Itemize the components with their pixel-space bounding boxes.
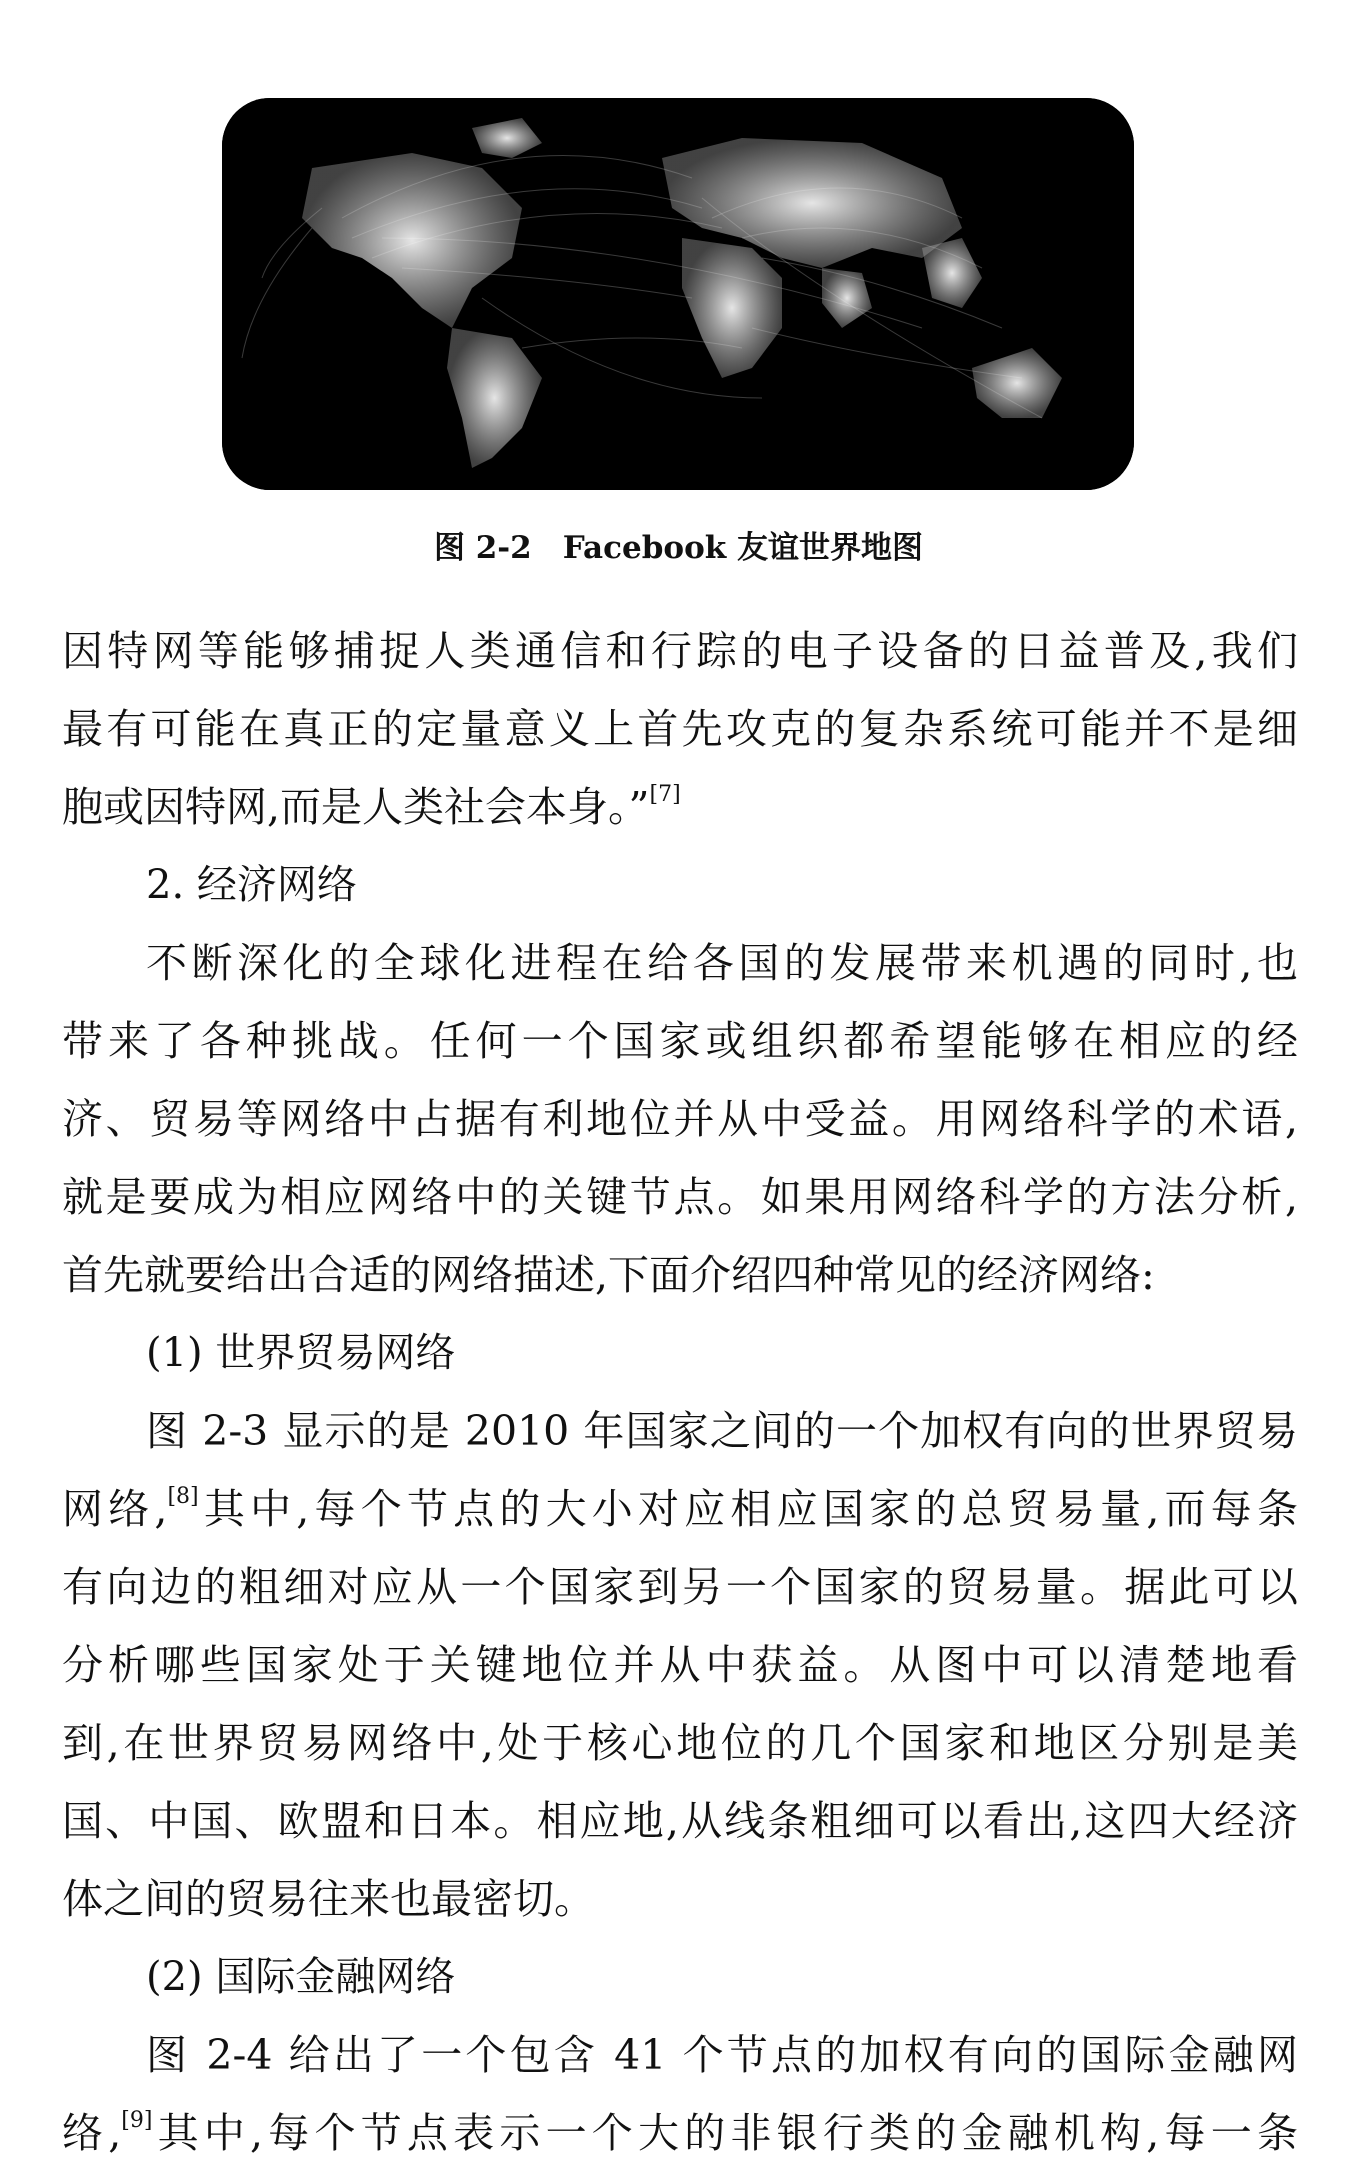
text-line: 带来了各种挑战。任何一个国家或组织都希望能够在相应的经 — [62, 1017, 1298, 1065]
text-line: 因特网等能够捕捉人类通信和行踪的电子设备的日益普及,我们 — [62, 627, 1298, 675]
facebook-friendship-map — [222, 98, 1134, 490]
text-fragment: 网络, — [62, 1485, 168, 1533]
citation-ref: [7] — [649, 782, 681, 807]
text-line: 国、中国、欧盟和日本。相应地,从线条粗细可以看出,这四大经济 — [62, 1797, 1298, 1845]
text-line: 图 2-4 给出了一个包含 41 个节点的加权有向的国际金融网 — [146, 2031, 1298, 2079]
text-line: 首先就要给出合适的网络描述,下面介绍四种常见的经济网络: — [62, 1251, 1155, 1299]
text-line: 济、贸易等网络中占据有利地位并从中受益。用网络科学的术语, — [62, 1095, 1298, 1143]
text-line: 就是要成为相应网络中的关键节点。如果用网络科学的方法分析, — [62, 1173, 1298, 1221]
text-fragment: 胞或因特网,而是人类社会本身。” — [62, 783, 650, 831]
subsection-heading: (1) 世界贸易网络 — [146, 1330, 456, 1376]
text-fragment: 其中,每个节点表示一个大的非银行类的金融机构,每一条 — [152, 2109, 1298, 2157]
citation-ref: [8] — [167, 1484, 199, 1509]
subsection-heading: (2) 国际金融网络 — [146, 1954, 456, 2000]
citation-ref: [9] — [121, 2108, 153, 2133]
text-line: 有向边的粗细对应从一个国家到另一个国家的贸易量。据此可以 — [62, 1563, 1298, 1611]
world-map-image — [222, 98, 1134, 490]
text-fragment: 络, — [62, 2109, 122, 2157]
text-line: 图 2-3 显示的是 2010 年国家之间的一个加权有向的世界贸易 — [146, 1407, 1298, 1455]
figure-caption: 图 2-2 Facebook 友谊世界地图 — [433, 530, 924, 566]
section-heading: 2. 经济网络 — [146, 862, 357, 908]
text-line: 体之间的贸易往来也最密切。 — [62, 1875, 595, 1923]
text-line: 分析哪些国家处于关键地位并从中获益。从图中可以清楚地看 — [62, 1641, 1298, 1689]
text-line: 不断深化的全球化进程在给各国的发展带来机遇的同时,也 — [146, 939, 1298, 987]
text-line: 到,在世界贸易网络中,处于核心地位的几个国家和地区分别是美 — [62, 1719, 1298, 1767]
text-line: 最有可能在真正的定量意义上首先攻克的复杂系统可能并不是细 — [62, 705, 1298, 753]
text-fragment: 其中,每个节点的大小对应相应国家的总贸易量,而每条 — [198, 1485, 1298, 1533]
text-line — [62, 768, 1298, 846]
text-line — [62, 2094, 1298, 2172]
body-text — [62, 612, 1298, 2172]
text-line — [62, 1470, 1298, 1548]
